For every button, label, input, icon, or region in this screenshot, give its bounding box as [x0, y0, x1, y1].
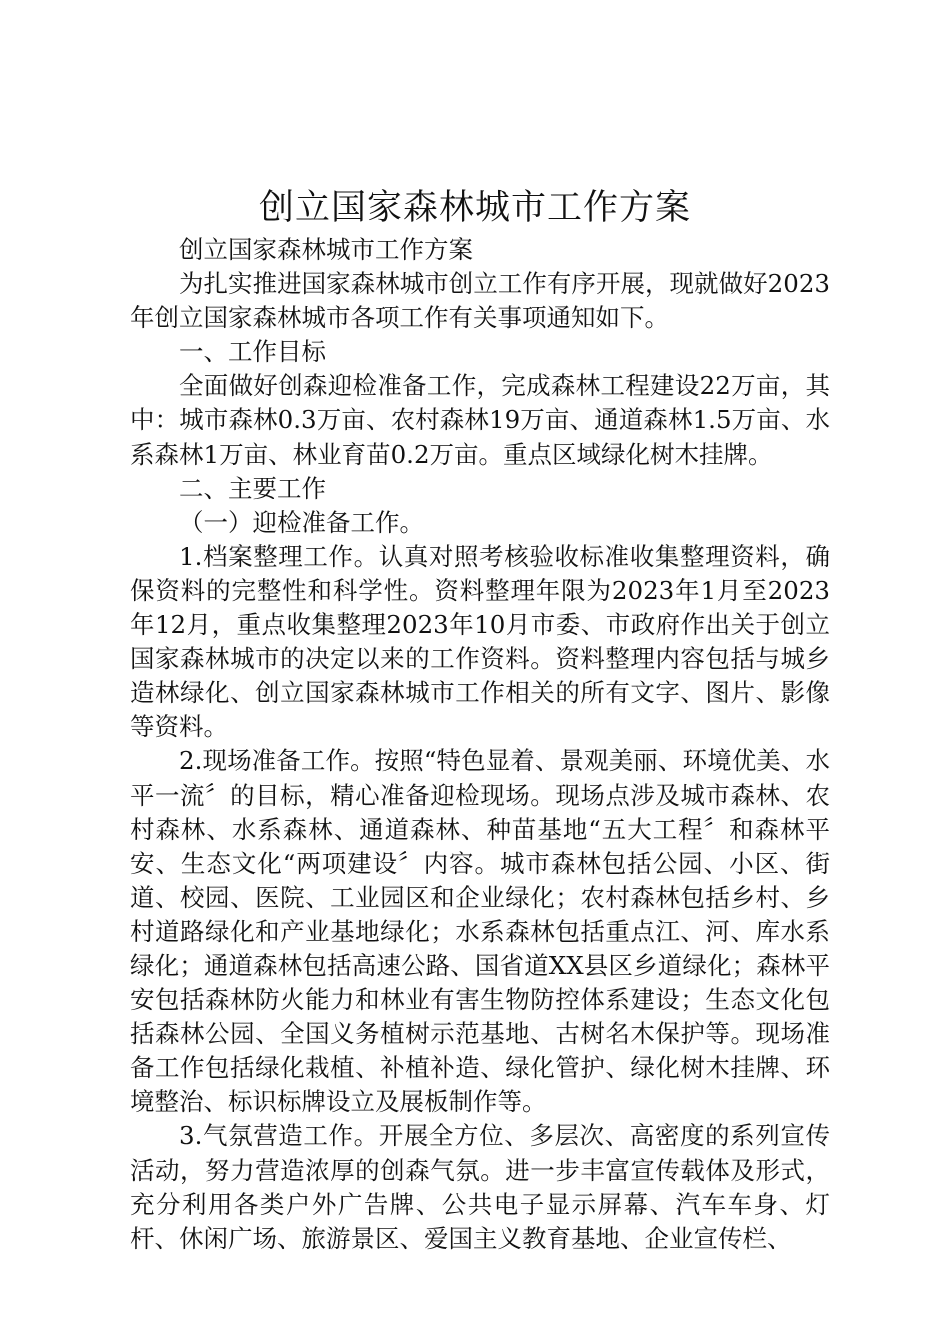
paragraph-site-prep: 2.现场准备工作。按照“特色显着、景观美丽、环境优美、水平一流〞的目标，精心准备迎检现场。现场点涉及城市森林、农村森林、水系森林、通道森林、种苗基地“五大工程〞和森林平安、生态文化“两项建设〞内容。城市森林包括公园、小区、街道、校园、医院、工业园区和企业绿化；农村森林包括乡村、乡村道路绿化和产业基地绿化；水系森林包括重点江、河、库水系绿化；通道森林包括高速公路、国省道XX县区乡道绿化；森林平安包括森林防火能力和林业有害生物防控体系建设；生态文化包括森林公园、全国义务植树示范基地、古树名木保护等。现场准备工作包括绿化栽植、补植补造、绿化管护、绿化树木挂牌、环境整治、标识标牌设立及展板制作等。	[130, 746, 830, 1117]
heading-main-work: 二、主要工作	[179, 473, 326, 503]
subheading-inspection-prep: （一）迎检准备工作。	[179, 507, 424, 537]
paragraph-archive-work: 1.档案整理工作。认真对照考核验收标准收集整理资料，确保资料的完整性和科学性。资料整理年限为2023年1月至2023年12月，重点收集整理2023年10月市委、市政府作出关于创立国家森林城市的决定以来的工作资料。资料整理内容包括与城乡造林绿化、创立国家森林城市工作相关的所有文字、图片、影像等资料。	[130, 541, 830, 742]
paragraph-work-goal: 全面做好创森迎检准备工作，完成森林工程建设22万亩，其中：城市森林0.3万亩、农村森林19万亩、通道森林1.5万亩、水系森林1万亩、林业育苗0.2万亩。重点区域绿化树木挂牌。	[130, 371, 830, 469]
heading-work-goal: 一、工作目标	[179, 337, 326, 367]
paragraph-intro: 为扎实推进国家森林城市创立工作有序开展，现就做好2023年创立国家森林城市各项工作有关事项通知如下。	[130, 269, 830, 333]
document-body	[130, 233, 830, 1256]
paragraph-subtitle: 创立国家森林城市工作方案	[179, 235, 473, 264]
paragraph-atmosphere: 3.气氛营造工作。开展全方位、多层次、高密度的系列宣传活动，努力营造浓厚的创森气氛。进一步丰富宣传载体及形式，充分利用各类户外广告牌、公共电子显示屏幕、汽车车身、灯杆、休闲广场、旅游景区、爱国主义教育基地、企业宣传栏、	[130, 1121, 830, 1253]
document-title: 创立国家森林城市工作方案	[258, 188, 691, 228]
